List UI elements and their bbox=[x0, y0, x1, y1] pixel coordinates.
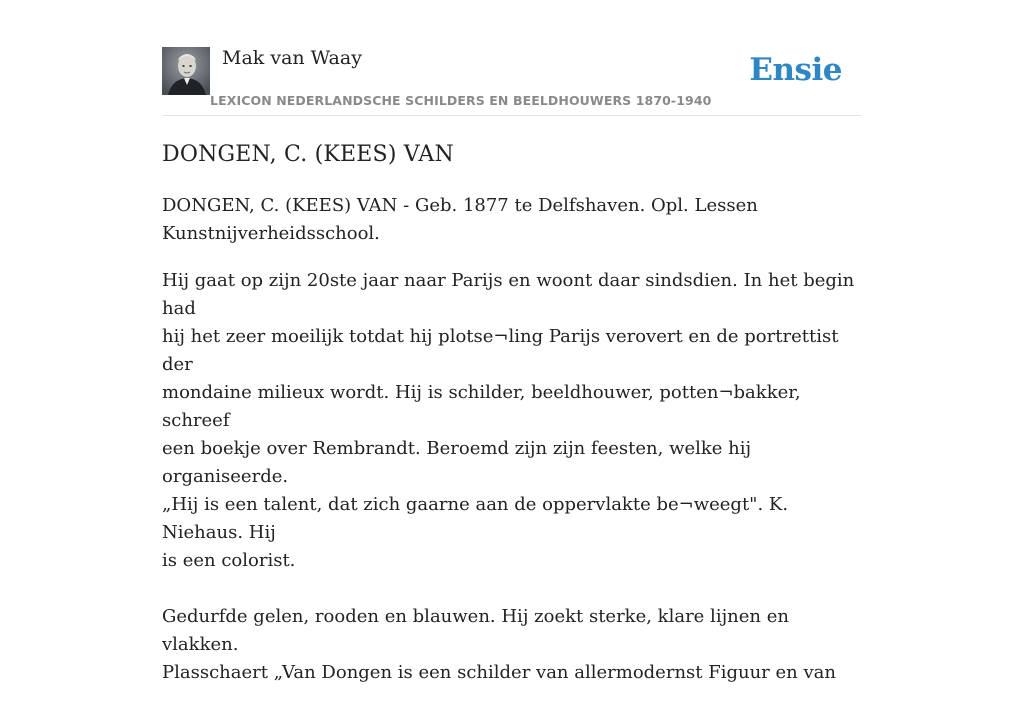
author-avatar[interactable] bbox=[162, 47, 210, 95]
header-divider bbox=[162, 115, 862, 116]
author-name[interactable]: Mak van Waay bbox=[222, 47, 362, 69]
source-title[interactable]: LEXICON NEDERLANDSCHE SCHILDERS EN BEELDHOUWERS 1870-1940 bbox=[210, 93, 712, 108]
article-body bbox=[162, 192, 862, 706]
paragraph: DONGEN, C. (KEES) VAN - Geb. 1877 te Delfshaven. Opl. Lessen Kunstnijverheidsschool. bbox=[162, 195, 758, 244]
author-portrait-icon bbox=[162, 47, 210, 95]
paragraph: Hij gaat op zijn 20ste jaar naar Parijs en woont daar sindsdien. In het begin had hij het zeer moeilijk totdat hij plotse¬ling Parijs verovert en de portrettist der mondaine milieux wordt. Hij is schilder, beeldhouwer, potten¬bakker, schreef een boekje over Rembrandt. Beroemd zijn zijn feesten, welke hij organiseerde. „Hij is een talent, dat zich gaarne aan de oppervlakte be¬weegt". K. Niehaus. Hij is een colorist. bbox=[162, 270, 855, 571]
article-header bbox=[162, 46, 862, 116]
page-title: DONGEN, C. (KEES) VAN bbox=[162, 142, 454, 167]
paragraph: Gedurfde gelen, rooden en blauwen. Hij zoekt sterke, klare lijnen en vlakken. Plasschaert „Van Dongen is een schilder van allermodernst Figuur en van bbox=[162, 606, 836, 683]
brand-logo[interactable]: Ensie bbox=[749, 52, 842, 88]
